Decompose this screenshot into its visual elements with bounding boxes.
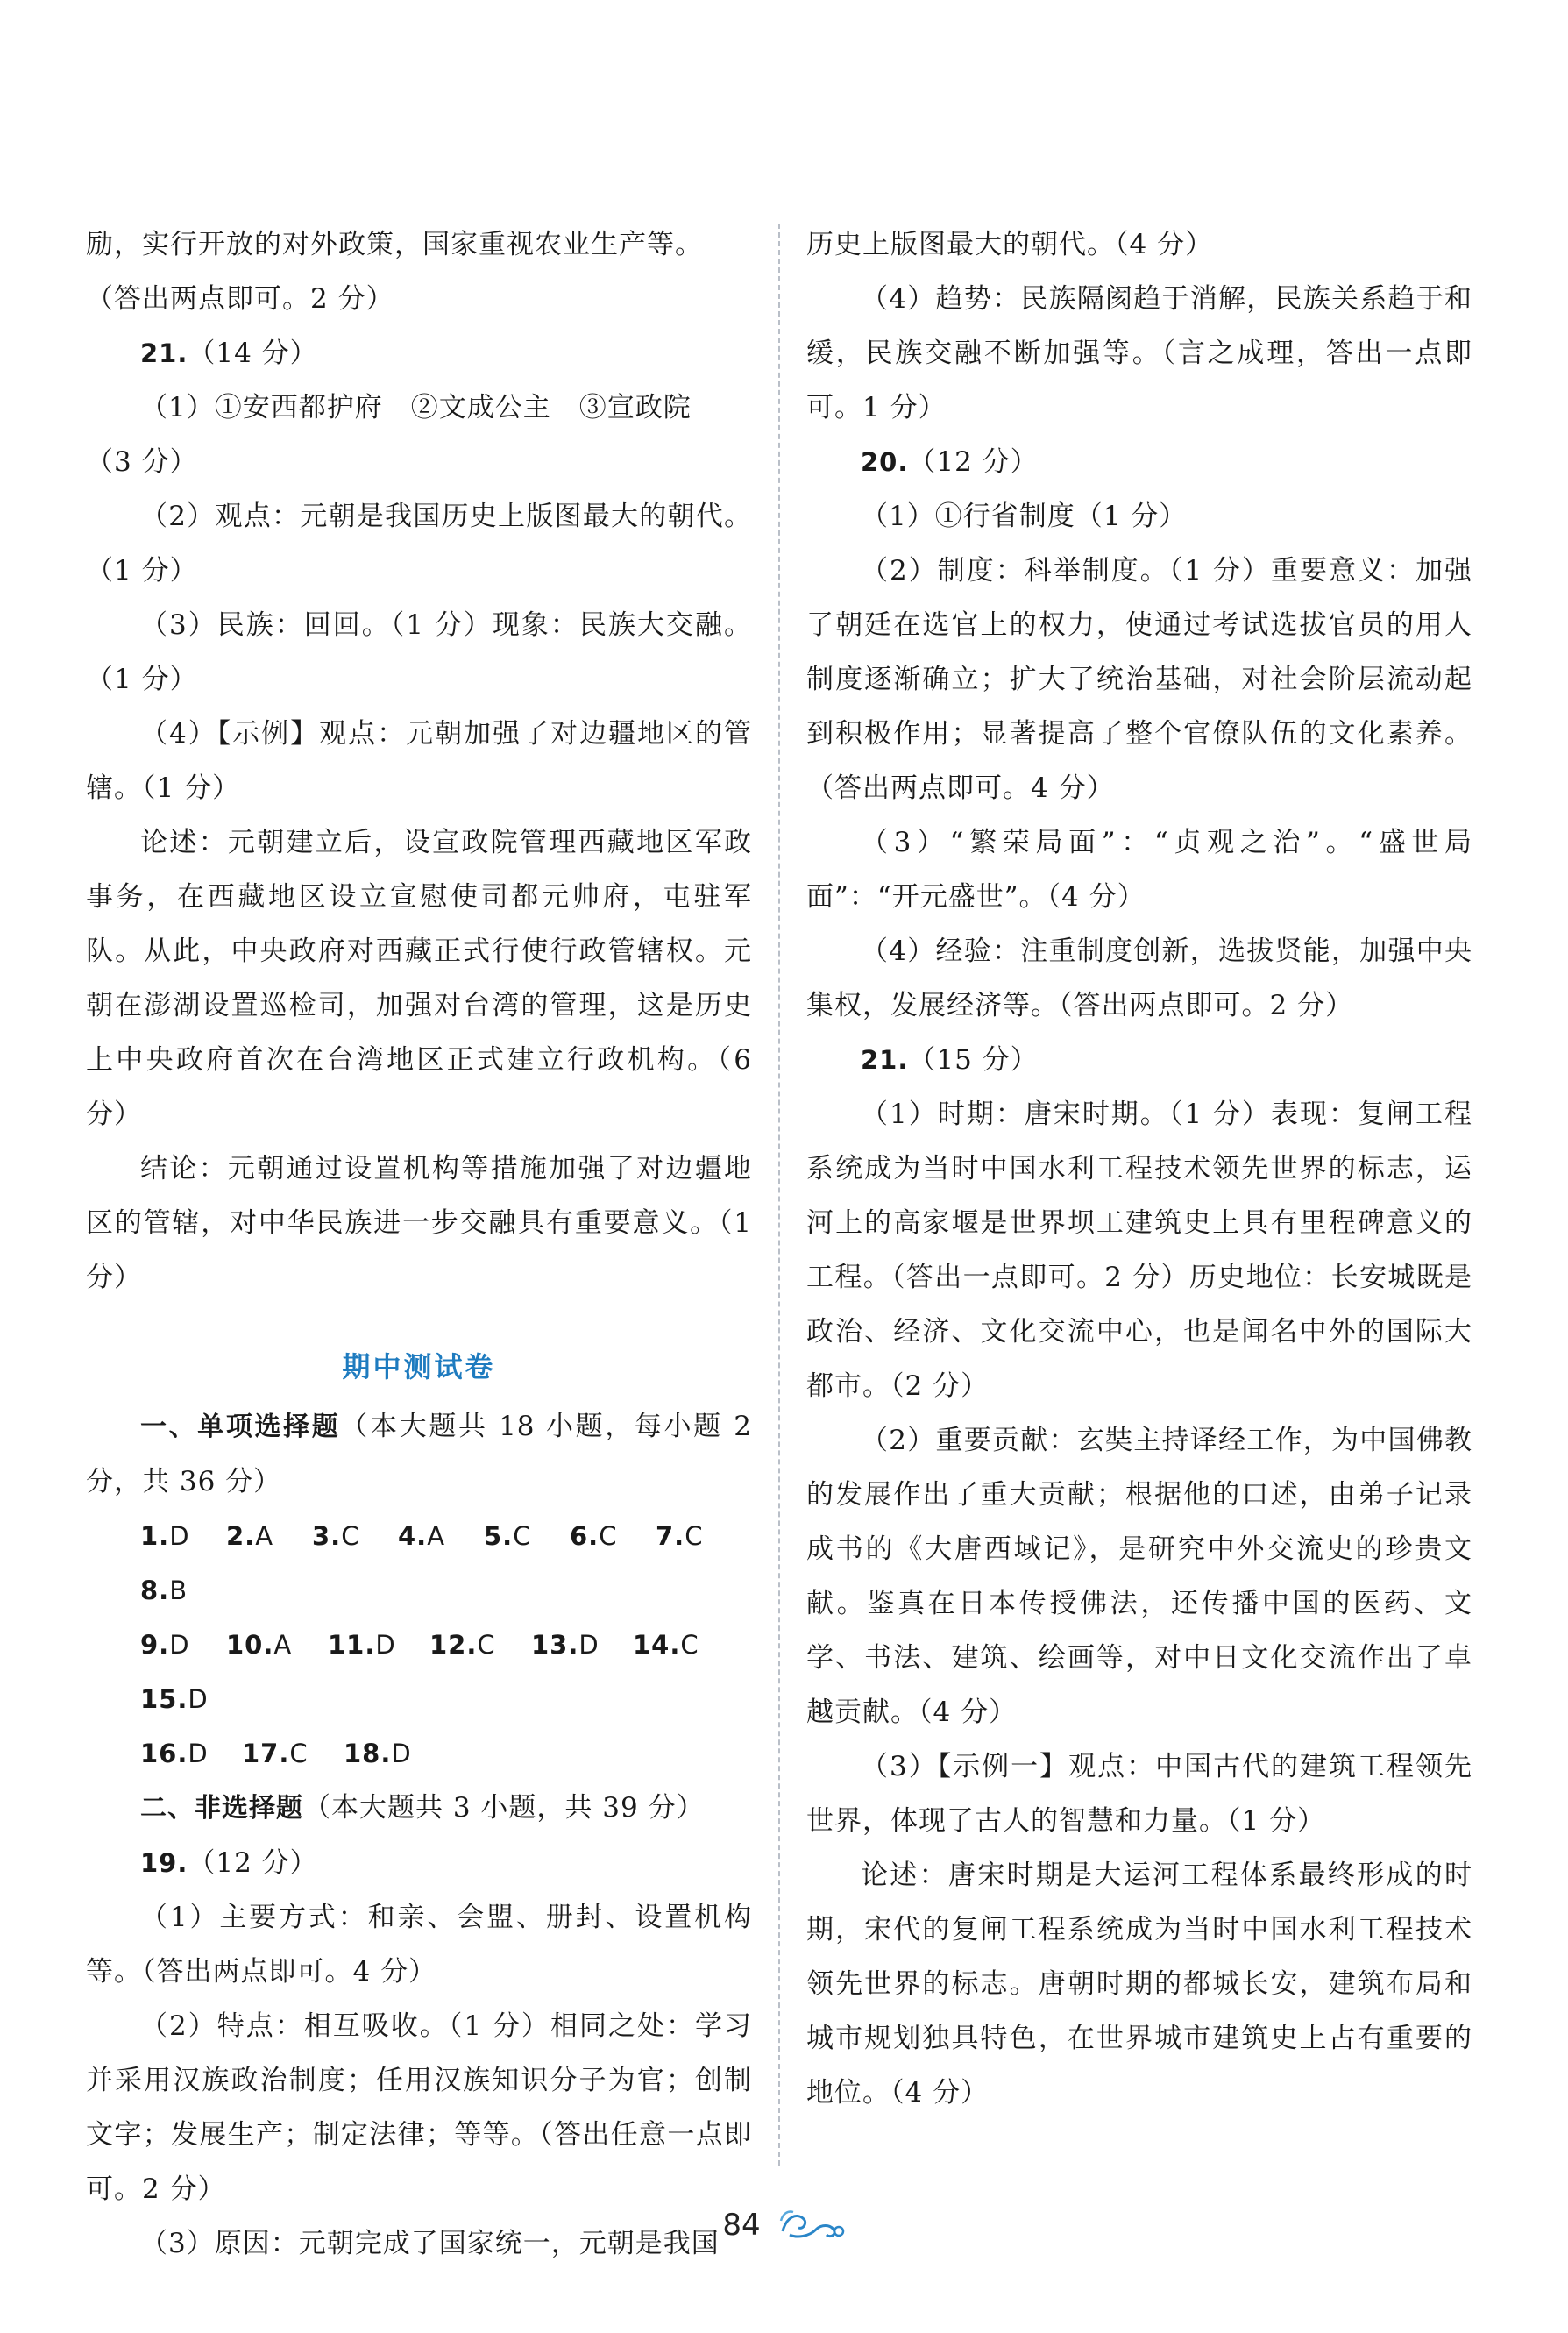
question-number: 21. — [861, 1045, 909, 1075]
answer-paragraph: （4）趋势：民族隔阂趋于消解，民族关系趋于和缓，民族交融不断加强等。（言之成理，答出一点即可。1 分） — [806, 283, 1472, 423]
answer-paragraph: （2）制度：科举制度。（1 分）重要意义：加强了朝廷在选官上的权力，使通过考试选拔官员的用人制度逐渐确立；扩大了统治基础，对社会阶层流动起到积极作用；显著提高了整个官僚队伍的文化素养。（答出两点即可。4 分） — [806, 555, 1472, 804]
answer-item — [656, 1509, 741, 1563]
answer-number: 1. — [140, 1521, 170, 1551]
answer-item — [570, 1509, 656, 1563]
left-answer-block — [86, 217, 752, 1305]
answer-number: 7. — [656, 1521, 685, 1551]
answer-item — [344, 1726, 445, 1781]
answer-number: 9. — [140, 1630, 170, 1660]
answer-item — [140, 1509, 226, 1563]
answer-choice: D — [375, 1630, 396, 1660]
answer-paragraph: （3）民族：回回。（1 分）现象：民族大交融。（1 分） — [86, 609, 752, 695]
answer-paragraph: 励，实行开放的对外政策，国家重视农业生产等。 — [86, 229, 703, 260]
left-column — [86, 217, 752, 2271]
answer-paragraph: （1）①行省制度（1 分） — [861, 501, 1188, 532]
answer-choice: C — [341, 1521, 360, 1551]
answer-paragraph — [86, 326, 752, 381]
answer-choice: A — [427, 1521, 446, 1551]
answer-paragraph: （3）【示例一】观点：中国古代的建筑工程领先世界，体现了古人的智慧和力量。（1 分） — [806, 1751, 1472, 1837]
answer-choice: A — [273, 1630, 293, 1660]
answer-paragraph: （4）经验：注重制度创新，选拔贤能，加强中央集权，发展经济等。（答出两点即可。2 分） — [806, 935, 1472, 1021]
part2-note: （本大题共 3 小题，共 39 分） — [303, 1792, 705, 1824]
answer-choice: C — [477, 1630, 496, 1660]
question-number: 19. — [140, 1848, 188, 1878]
question-score: （15 分） — [908, 1044, 1039, 1076]
answer-item — [140, 1726, 242, 1781]
answer-choice: A — [255, 1521, 274, 1551]
answer-number: 8. — [140, 1575, 170, 1605]
answer-choice: B — [169, 1575, 188, 1605]
answer-number: 12. — [429, 1630, 478, 1660]
answer-paragraph: （2）特点：相互吸收。（1 分）相同之处：学习并采用汉族政治制度；任用汉族知识分子为官；创制文字；发展生产；制定法律；等等。（答出任意一点即可。2 分） — [86, 2010, 752, 2205]
answer-item — [140, 1563, 226, 1618]
answer-number: 13. — [531, 1630, 579, 1660]
right-answer-block — [806, 217, 1472, 2120]
part2-heading-line — [86, 1781, 752, 1836]
answer-choice: C — [599, 1521, 618, 1551]
part2-heading: 二、非选择题 — [140, 1793, 303, 1824]
answer-key — [86, 1509, 752, 1781]
answer-paragraph: 论述：唐宋时期是大运河工程体系最终形成的时期，宋代的复闸工程系统成为当时中国水利工程技术领先世界的标志。唐朝时期的都城长安，建筑布局和城市规划独具特色，在世界城市建筑史上占有重要的地位。（4 分） — [806, 1860, 1472, 2109]
answer-paragraph: 历史上版图最大的朝代。（4 分） — [806, 229, 1214, 260]
question-score: （12 分） — [188, 1847, 318, 1879]
part1-note: （本大题共 18 小题，每小题 2 分，共 36 分） — [86, 1411, 752, 1497]
answer-item — [328, 1618, 429, 1672]
answer-paragraph: （1）主要方式：和亲、会盟、册封、设置机构等。（答出两点即可。4 分） — [86, 1902, 752, 1988]
answer-item — [312, 1509, 398, 1563]
column-divider — [778, 224, 780, 2166]
answer-paragraph: （2）重要贡献：玄奘主持译经工作，为中国佛教的发展作出了重大贡献；根据他的口述，由弟子记录成书的《大唐西域记》，是研究中外交流史的珍贵文献。鉴真在日本传授佛法，还传播中国的医药、文学、书法、建筑、绘画等，对中日文化交流作出了卓越贡献。（4 分） — [806, 1425, 1472, 1728]
answer-item — [226, 1618, 328, 1672]
answer-choice: C — [680, 1630, 699, 1660]
wave-flourish-icon — [777, 2205, 846, 2245]
answer-paragraph: （1）①安西都护府 ②文成公主 ③宣政院 — [140, 392, 692, 423]
answer-paragraph: （3）原因：元朝完成了国家统一，元朝是我国 — [140, 2228, 720, 2259]
answer-choice: D — [578, 1630, 600, 1660]
answer-paragraph: （答出两点即可。2 分） — [86, 283, 394, 315]
answer-number: 15. — [140, 1684, 188, 1714]
answer-paragraph: 论述：元朝建立后，设宣政院管理西藏地区军政事务，在西藏地区设立宣慰使司都元帅府，屯驻军队。从此，中央政府对西藏正式行使行政管辖权。元朝在澎湖设置巡检司，加强对台湾的管理，这是历史上中央政府首次在台湾地区正式建立行政机构。（6 分） — [86, 827, 752, 1130]
part1-heading-line — [86, 1399, 752, 1509]
answer-number: 2. — [226, 1521, 256, 1551]
answer-number: 6. — [570, 1521, 600, 1551]
answer-number: 14. — [633, 1630, 681, 1660]
answer-choice: D — [169, 1630, 190, 1660]
question-number: 20. — [861, 447, 909, 477]
answer-paragraph — [86, 1836, 752, 1890]
answer-choice: D — [391, 1739, 412, 1768]
answer-item — [140, 1672, 242, 1726]
answer-number: 3. — [312, 1521, 342, 1551]
question-score: （14 分） — [188, 338, 318, 369]
answer-choice: C — [513, 1521, 532, 1551]
answer-item — [531, 1618, 633, 1672]
section-title: 期中测试卷 — [342, 1350, 496, 1383]
answer-number: 11. — [328, 1630, 376, 1660]
answer-choice: D — [169, 1521, 190, 1551]
answer-number: 5. — [484, 1521, 514, 1551]
answer-item — [140, 1618, 226, 1672]
question-number: 21. — [140, 338, 188, 368]
answer-paragraph — [806, 435, 1472, 489]
part1-heading: 一、单项选择题 — [140, 1412, 341, 1442]
page-number: 84 — [722, 2208, 761, 2243]
answer-number: 16. — [140, 1739, 188, 1768]
answer-paragraph: （2）观点：元朝是我国历史上版图最大的朝代。（1 分） — [86, 501, 752, 587]
answer-paragraph — [806, 1033, 1472, 1087]
answer-choice: C — [289, 1739, 309, 1768]
right-column — [806, 217, 1472, 2120]
answer-item — [398, 1509, 484, 1563]
answer-paragraph: （4）【示例】观点：元朝加强了对边疆地区的管辖。（1 分） — [86, 718, 752, 804]
answer-number: 17. — [242, 1739, 290, 1768]
answer-number: 4. — [398, 1521, 428, 1551]
answer-paragraph: （3）“繁荣局面”：“贞观之治”。“盛世局面”：“开元盛世”。（4 分） — [806, 827, 1472, 913]
answer-choice: D — [188, 1739, 209, 1768]
answer-item — [429, 1618, 531, 1672]
answer-item — [633, 1618, 734, 1672]
answer-number: 10. — [226, 1630, 274, 1660]
answer-item — [484, 1509, 570, 1563]
question-score: （12 分） — [908, 446, 1039, 478]
answer-paragraph: 结论：元朝通过设置机构等措施加强了对边疆地区的管辖，对中华民族进一步交融具有重要意义。（1 分） — [86, 1153, 752, 1293]
answer-choice: C — [685, 1521, 704, 1551]
page-footer — [0, 2205, 1568, 2245]
answer-item — [226, 1509, 312, 1563]
answer-paragraph: （1）时期：唐宋时期。（1 分）表现：复闸工程系统成为当时中国水利工程技术领先世界的标志，运河上的高家堰是世界坝工建筑史上具有里程碑意义的工程。（答出一点即可。2 分）历史地位：长安城既是政治、经济、文化交流中心，也是闻名中外的国际大都市。（2 分） — [806, 1099, 1472, 1402]
answer-choice: D — [188, 1684, 209, 1714]
answer-item — [242, 1726, 344, 1781]
answer-number: 18. — [344, 1739, 392, 1768]
answer-paragraph: （3 分） — [86, 446, 198, 478]
